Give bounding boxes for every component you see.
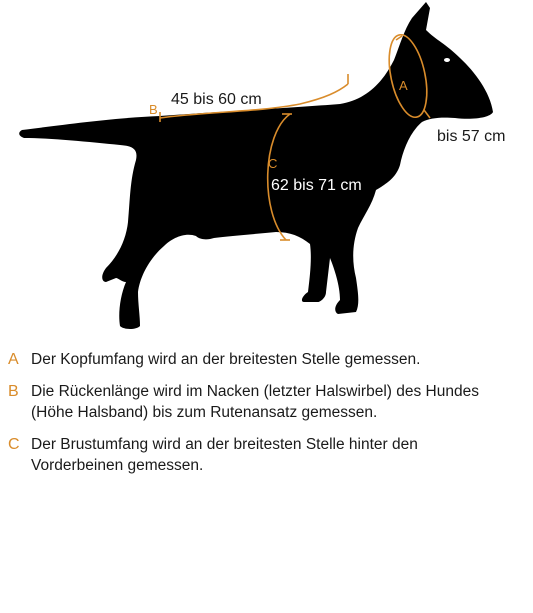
measurement-legend (8, 349, 508, 487)
legend-letter: C (8, 436, 20, 453)
chest-circumference-label: 62 bis 71 cm (271, 177, 362, 194)
legend-letter: B (8, 383, 19, 400)
label-c-letter: C (268, 156, 278, 171)
legend-text: Die Rückenlänge wird im Nacken (letzter Halswirbel) des Hundes (Höhe Halsband) bis zum Rutenansatz gemessen. (31, 383, 479, 421)
legend-item-a (8, 349, 508, 370)
eye-icon (444, 58, 450, 62)
dog-silhouette-icon (19, 2, 493, 329)
legend-letter: A (8, 351, 19, 368)
legend-item-b (8, 381, 508, 423)
label-b-letter: B (149, 102, 158, 117)
head-circumference-label: bis 57 cm (437, 128, 506, 145)
legend-text: Der Brustumfang wird an der breitesten Stelle hinter den Vorderbeinen gemessen. (31, 436, 418, 474)
legend-text: Der Kopfumfang wird an der breitesten Stelle gemessen. (31, 351, 421, 368)
back-length-label: 45 bis 60 cm (171, 91, 262, 108)
legend-item-c (8, 434, 508, 476)
label-a-letter: A (399, 78, 408, 93)
